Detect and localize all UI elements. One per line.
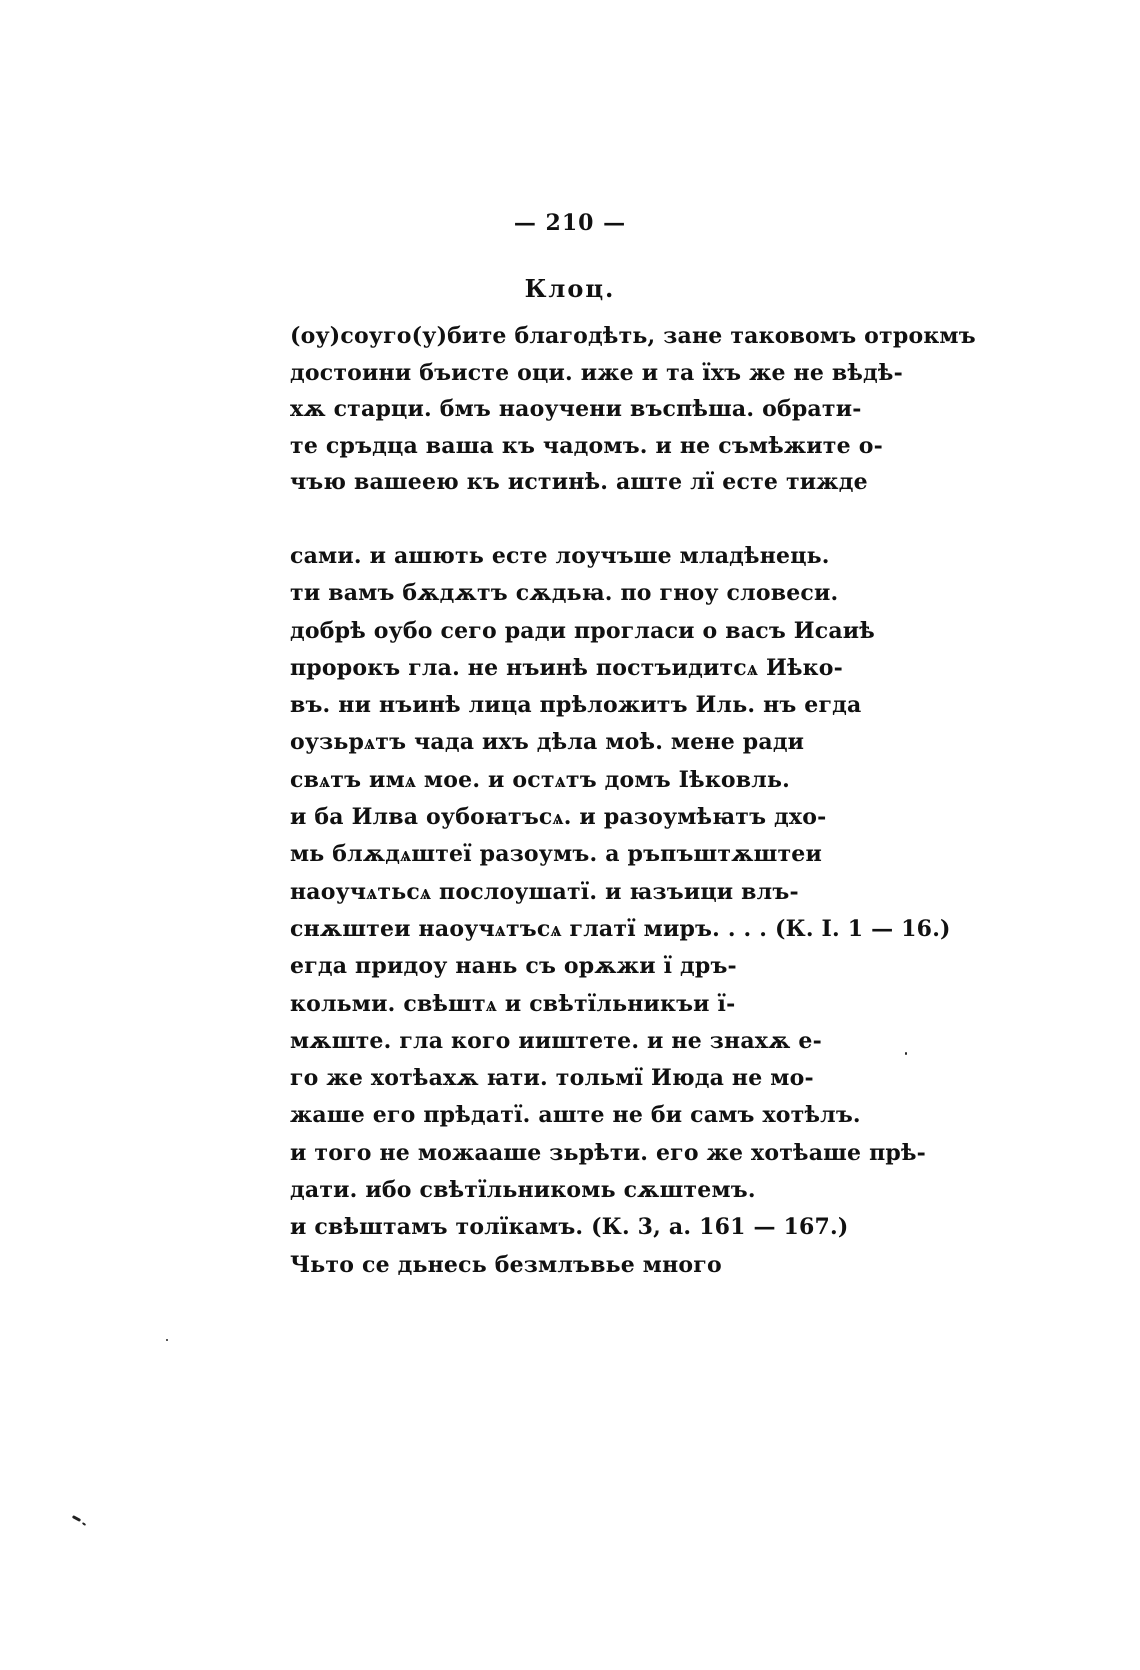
- scan-speck: [166, 1339, 168, 1341]
- text-line: егда придоу нань съ орѫжи ї дръ-: [290, 953, 737, 980]
- text-line: (оу)соуго(у)бите благодѣть, зане таковомъ отрокмъ: [290, 323, 976, 349]
- text-line: чъю вашеею къ истинѣ. аште лї есте тижде: [290, 469, 868, 495]
- text-line: добрѣ оубо сего ради прогласи о васъ Исаиѣ: [290, 617, 875, 644]
- text-stanza-1: [290, 318, 976, 501]
- text-line: и ба Илва оубоꙗтъсѧ. и разоумѣꙗтъ дхо-: [290, 804, 827, 831]
- scan-speck: [82, 1522, 86, 1526]
- text-line: кольми. свѣштѧ и свѣтїльникъи ї-: [290, 990, 736, 1017]
- text-line: пророкъ гла. не нъинѣ постъидитсѧ Иѣко-: [290, 654, 843, 681]
- text-line: въ. ни нъинѣ лица прѣложитъ Иль. нъ егда: [290, 692, 862, 719]
- text-line: сами. и ашють есте лоучъше младѣнець.: [290, 543, 830, 569]
- text-line: хѫ старци. бмъ наоучени въспѣша. обрати-: [290, 396, 862, 422]
- page-number: — 210 —: [513, 210, 627, 236]
- text-line: те сръдца ваша къ чадомъ. и не съмѣжите о-: [290, 432, 883, 459]
- text-line: го же хотѣахѫ ꙗти. тольмї Июда не мо-: [290, 1065, 814, 1092]
- text-stanza-2: [290, 538, 951, 1284]
- text-line: ти вамъ бѫдѫтъ сѫдьꙗ. по гноу словеси.: [290, 580, 839, 607]
- text-line: снѫштеи наоучѧтъсѧ глатї миръ. . . . (К. I. 1 — 16.): [290, 915, 951, 942]
- text-line: свѧтъ имѧ мое. и остѧтъ домъ Іѣковль.: [290, 766, 790, 793]
- text-line: Чьто се дьнесь безмлъвье много: [290, 1251, 722, 1278]
- scan-speck: [905, 1052, 907, 1055]
- scan-speck: [72, 1515, 81, 1522]
- text-line: мь блѫдѧштеї разоумъ. а ръпъштѫштеи: [290, 841, 823, 868]
- text-line: достоини бъисте оци. иже и та їхъ же не вѣдѣ-: [290, 359, 903, 386]
- page-heading: Клоц.: [524, 274, 616, 303]
- text-line: и того не можааше зьрѣти. его же хотѣаше прѣ-: [290, 1139, 926, 1166]
- text-line: дати. ибо свѣтїльникомь сѫштемъ.: [290, 1177, 756, 1204]
- text-line: мѫште. гла кого ииштете. и не знахѫ е-: [290, 1027, 822, 1054]
- text-line: оузьрѧтъ чада ихъ дѣла моѣ. мене ради: [290, 729, 805, 756]
- text-line: жаше его прѣдатї. аште не би самъ хотѣлъ.: [290, 1102, 861, 1129]
- text-line: наоучѧтьсѧ послоушатї. и ꙗзъици влъ-: [290, 878, 799, 905]
- text-line: и свѣштамъ толїкамъ. (К. 3, а. 161 — 167.): [290, 1214, 849, 1241]
